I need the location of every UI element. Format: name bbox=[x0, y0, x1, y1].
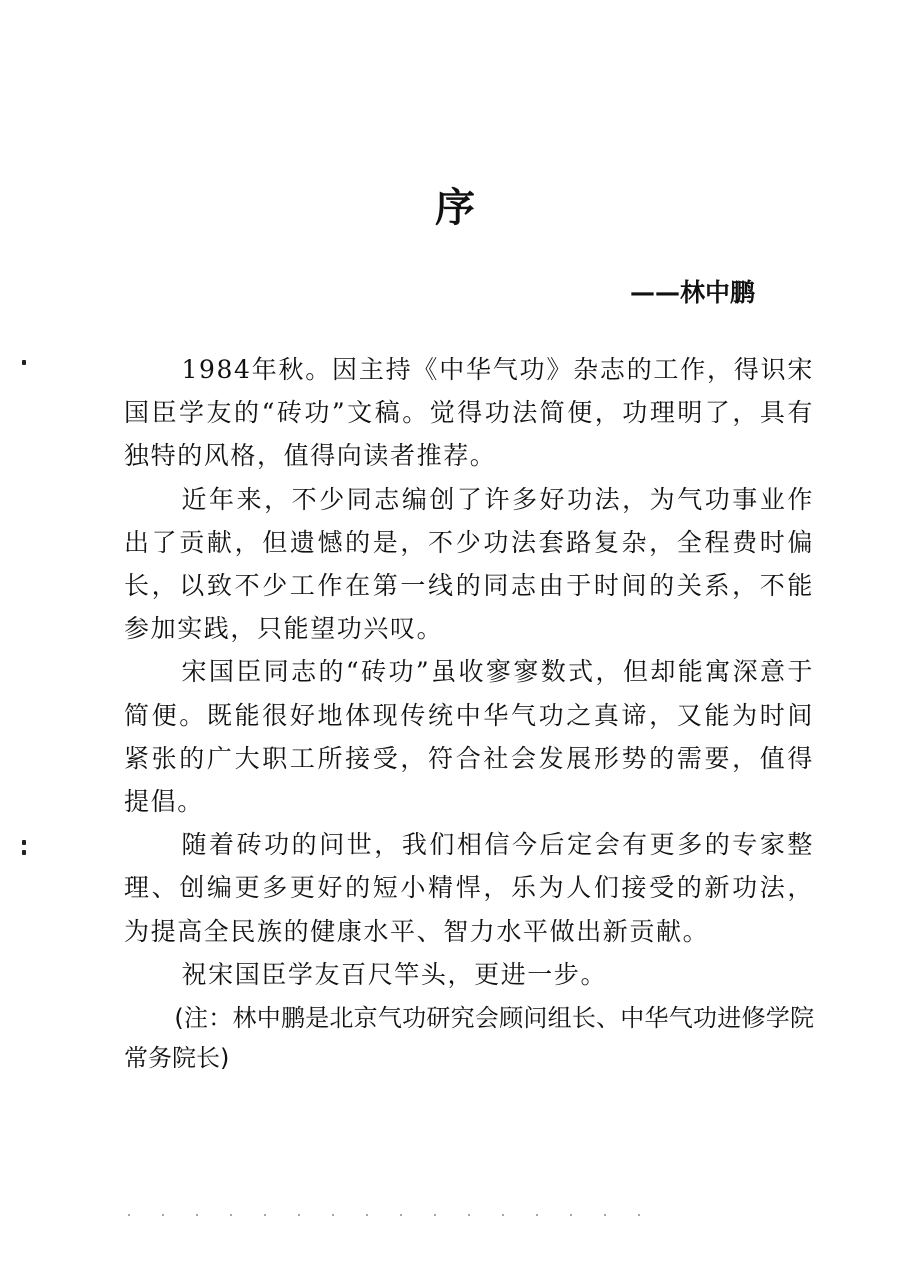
footnote: (注：林中鹏是北京气功研究会顾问组长、中华气功进修学院常务院长) bbox=[124, 1004, 814, 1073]
paragraph: 随着砖功的问世，我们相信今后定会有更多的专家整理、创编更多更好的短小精悍，乐为人们接受的新功法，为提高全民族的健康水平、智力水平做出新贡献。 bbox=[124, 830, 814, 946]
paragraph: 祝宋国臣学友百尺竿头，更进一步。 bbox=[181, 959, 608, 989]
body-text bbox=[124, 348, 814, 1078]
paragraph: 宋国臣同志的“砖功”虽收寥寥数式，但却能寓深意于简便。既能很好地体现传统中华气功之真谛，又能为时间紧张的广大职工所接受，符合社会发展形势的需要，值得提倡。 bbox=[124, 657, 814, 817]
scan-dots bbox=[112, 1212, 672, 1218]
paragraph: 近年来，不少同志编创了许多好功法，为气功事业作出了贡献，但遗憾的是，不少功法套路复杂，全程费时偏长，以致不少工作在第一线的同志由于时间的关系，不能参加实践，只能望功兴叹。 bbox=[124, 484, 814, 644]
author-byline: ——林中鹏 bbox=[629, 278, 755, 307]
paragraph: 1984年秋。因主持《中华气功》杂志的工作，得识宋国臣学友的“砖功”文稿。觉得功法简便，功理明了，具有独特的风格，值得向读者推荐。 bbox=[124, 355, 814, 471]
scan-speck bbox=[22, 360, 26, 365]
scan-speck bbox=[22, 850, 26, 855]
scan-speck bbox=[22, 840, 26, 845]
page-title: 序 bbox=[435, 185, 475, 231]
